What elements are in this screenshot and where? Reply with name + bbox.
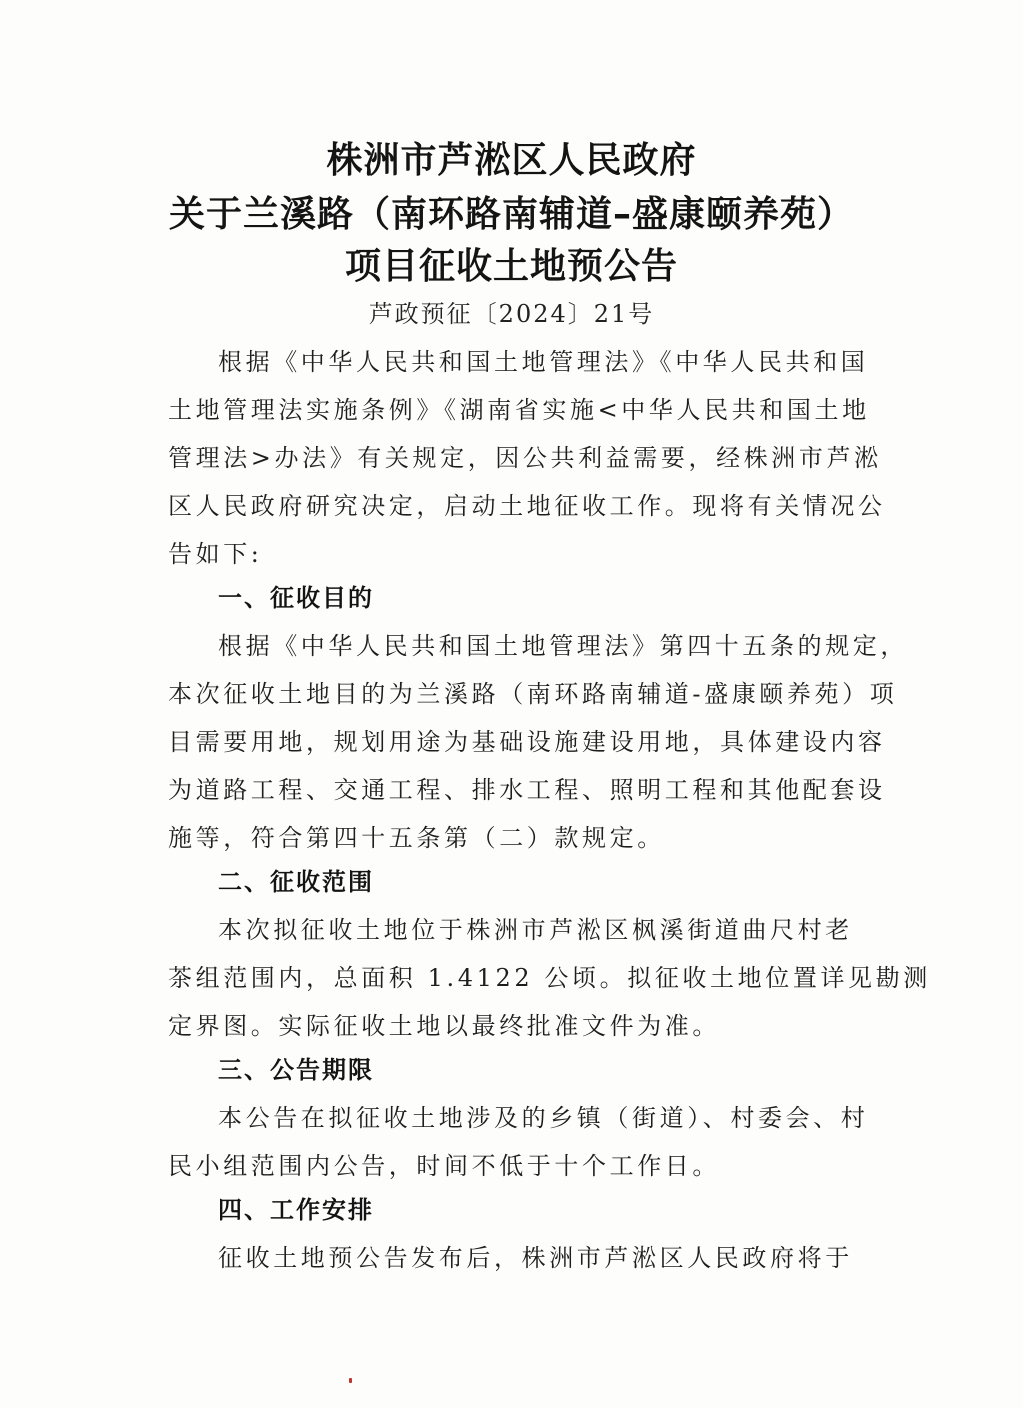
paragraph-line: 本次征收土地目的为兰溪路（南环路南辅道-盛康颐养苑）项 bbox=[168, 680, 898, 708]
title-line-1: 株洲市芦淞区人民政府 bbox=[326, 140, 697, 181]
paragraph-line: 民小组范围内公告，时间不低于十个工作日。 bbox=[168, 1152, 720, 1180]
paragraph-line: 施等，符合第四十五条第（二）款规定。 bbox=[168, 824, 665, 852]
paragraph-line: 目需要用地，规划用途为基础设施建设用地，具体建设内容 bbox=[168, 728, 886, 756]
paragraph-line: 管理法>办法》有关规定，因公共利益需要，经株洲市芦淞 bbox=[168, 444, 882, 472]
paragraph-line: 根据《中华人民共和国土地管理法》第四十五条的规定， bbox=[218, 632, 908, 660]
title-line-3: 项目征收土地预公告 bbox=[344, 246, 678, 287]
section-heading: 二、征收范围 bbox=[218, 868, 374, 896]
paragraph-line: 征收土地预公告发布后，株洲市芦淞区人民政府将于 bbox=[218, 1244, 853, 1272]
document-number: 芦政预征〔2024〕21号 bbox=[368, 300, 655, 328]
section-heading: 三、公告期限 bbox=[218, 1056, 374, 1084]
paragraph-line: 茶组范围内，总面积 1.4122 公顷。拟征收土地位置详见勘测 bbox=[168, 964, 931, 992]
paragraph-line: 本公告在拟征收土地涉及的乡镇（街道）、村委会、村 bbox=[218, 1104, 869, 1132]
scan-mark bbox=[349, 1378, 352, 1383]
paragraph-line: 定界图。实际征收土地以最终批准文件为准。 bbox=[168, 1012, 720, 1040]
paragraph-line: 根据《中华人民共和国土地管理法》《中华人民共和国 bbox=[218, 348, 869, 376]
section-heading: 四、工作安排 bbox=[218, 1196, 374, 1224]
section-heading: 一、征收目的 bbox=[218, 584, 374, 612]
paragraph-line: 本次拟征收土地位于株洲市芦淞区枫溪街道曲尺村老 bbox=[218, 916, 853, 944]
paragraph-line: 为道路工程、交通工程、排水工程、照明工程和其他配套设 bbox=[168, 776, 886, 804]
title-line-2: 关于兰溪路（南环路南辅道–盛康颐养苑） bbox=[168, 194, 854, 235]
paragraph-line: 告如下: bbox=[168, 540, 263, 568]
paragraph-line: 土地管理法实施条例》《湖南省实施<中华人民共和国土地 bbox=[168, 396, 870, 424]
paragraph-line: 区人民政府研究决定，启动土地征收工作。现将有关情况公 bbox=[168, 492, 886, 520]
